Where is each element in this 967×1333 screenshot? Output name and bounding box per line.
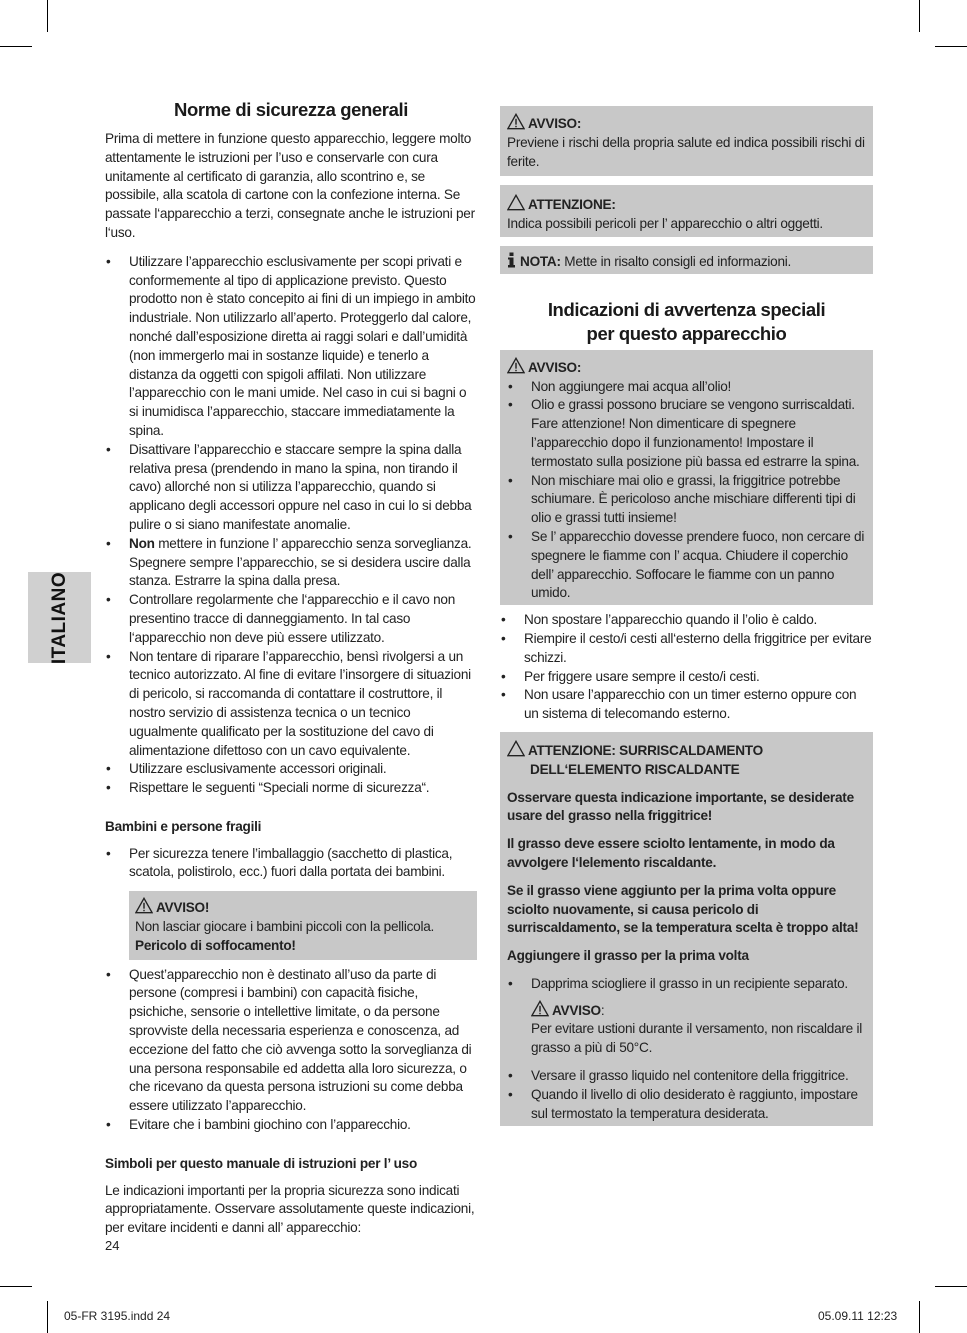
list-item: • Disattivare l’apparecchio e staccare sempre la spina dalla relativa presa (prendendo in mano la spina, non tirando il cavo) allorché non si utilizza l’apparecchio, quando si applicano degli accessori oppure nel caso in cui lo si debba pulire o si siano manifestate anomalie. xyxy=(105,441,477,535)
list-item: • Non tentare di riparare l’apparecchio, bensì rivolgersi a un tecnico autorizzato. Al fine di evitare l’insorgere di situazioni di pericolo, si raccomanda di contattare il costruttore, il nostro servizio di assistenza tecnica o un tecnico ugualmente qualificato per la sostituzione del cavo di alimentazione difettoso con un cavo equivalente. xyxy=(105,648,477,761)
avviso-title: AVVISO: xyxy=(528,116,582,131)
special-title-1: Indicazioni di avvertenza speciali xyxy=(547,298,826,320)
warning-icon xyxy=(135,897,153,914)
avviso-text: Previene i rischi della propria salute ed indica possibili rischi di ferite. xyxy=(507,134,865,169)
nota-title: NOTA: xyxy=(520,253,561,269)
list-item: • Per friggere usare sempre il cesto/i cesti. xyxy=(500,668,873,687)
heat-warning-box xyxy=(500,732,873,1127)
avviso-box xyxy=(500,106,873,176)
intro-text: Prima di mettere in funzione questo apparecchio, leggere molto attentamente le istruzioni per l’uso e conservarle con cura unitamente al certificato di garanzia, allo scontrino e, se possibile, alla scatola di cartone con la confezione interna. Se passate l‘apparecchio a terzi, consegnate anche le istruzioni per l‘uso. xyxy=(105,131,475,240)
list-item: • Quando il livello di olio desiderato è raggiunto, impostare sul termostato la temperatura desiderata. xyxy=(507,1086,866,1124)
info-icon xyxy=(507,252,516,268)
children-heading: Bambini e persone fragili xyxy=(105,818,262,834)
language-label: ITALIANO xyxy=(48,571,70,664)
warning-title: AVVISO! xyxy=(156,900,210,916)
children-warning-box xyxy=(129,891,477,959)
warning-icon xyxy=(531,1000,549,1017)
special-warning-list xyxy=(507,378,866,604)
inner-warning-colon: : xyxy=(600,1002,605,1018)
warning-bold: Pericolo di soffocamento! xyxy=(135,937,296,953)
list-item: • Se l’ apparecchio dovesse prendere fuoco, non cercare di spegnere le fiamme con l’ acqua. Chiudere il coperchio dell’ apparecchio. Soffocare le fiamme con un panno umido. xyxy=(507,528,866,603)
special-warning-box xyxy=(500,350,873,605)
attenzione-box xyxy=(500,185,873,237)
list-item: • Dapprima sciogliere il grasso in un recipiente separato. xyxy=(507,975,866,994)
caution-icon xyxy=(507,740,525,757)
list-item: • Rispettare le seguenti “Speciali norme di sicurezza“. xyxy=(105,779,477,798)
heat-title-2: DELL‘ELEMENTO RISCALDANTE xyxy=(530,761,740,777)
non-bold: Non xyxy=(129,535,155,551)
list-item: • Non mischiare mai olio e grassi, la friggitrice potrebbe schiumare. È pericoloso anche mischiare differenti tipi di olio e grassi tutti insieme! xyxy=(507,472,866,528)
list-item: • Olio e grassi possono bruciare se vengono surriscaldati. Fare attenzione! Non dimenticare di spegnere l’apparecchio dopo il funzionamento! Impostare il termostato sulla posizione più bassa ed estrarre la spina. xyxy=(507,396,866,471)
nota-box xyxy=(500,246,873,274)
safety-list xyxy=(105,253,477,798)
symbols-text: Le indicazioni importanti per la propria sicurezza sono indicati appropriatamente. Osservare assolutamente queste indicazioni, per evitare incidenti e danni all’ apparecchio: xyxy=(105,1182,475,1236)
warning-icon xyxy=(507,113,525,130)
inner-warning-title: AVVISO xyxy=(552,1002,601,1018)
list-item: • Riempire il cesto/i cesti all‘esterno della friggitrice per evitare schizzi. xyxy=(500,630,873,668)
attenzione-text: Indica possibili pericoli per l’ apparecchio o altri oggetti. xyxy=(507,216,823,232)
list-item: • Utilizzare l’apparecchio esclusivamente per scopi privati e conformemente al tipo di applicazione previsto. Questo prodotto non è stato concepito ai fini di un impiego in ambito industriale. Non utilizzarlo all’aperto. Proteggerlo dal calore, nonché dall’esposizione diretta ai raggi solari e dall’umidità (non immergerlo mai in sostanze liquide) e tenerlo a distanza da oggetti con spigoli affilati. Non utilizzare l’apparecchio con le mani umide. Nel caso in cui si bagni o si inumidisca l’apparecchio, staccare immediatamente la spina. xyxy=(105,253,477,441)
children-list xyxy=(105,845,477,883)
list-item: • Quest’apparecchio non è destinato all’uso da parte di persone (compresi i bambini) con capacità fisiche, psichiche, sensorie o intellettive limitate, o da persone sprovviste della necessaria esperienza e conoscenza, ad eccezione del fatto che ciò avvenga sotto la sorveglianza di una persona responsabile ed addetta alla loro sicurezza, o che ricevano da questa persona istruzioni su come debba essere utilizzato l’apparecchio. xyxy=(105,966,477,1116)
heat-inner-warning xyxy=(531,1000,866,1058)
list-item: • Per sicurezza tenere l’imballaggio (sacchetto di plastica, scatola, polistirolo, ecc.) fuori dalla portata dei bambini. xyxy=(105,845,477,883)
heat-list-2 xyxy=(507,1067,866,1123)
inner-warning-text: Per evitare ustioni durante il versamento, non riscaldare il grasso a più di 50°C. xyxy=(531,1021,863,1056)
list-item: • Utilizzare esclusivamente accessori originali. xyxy=(105,760,477,779)
list-item: • Evitare che i bambini giochino con l’apparecchio. xyxy=(105,1116,477,1135)
list-item: • Non aggiungere mai acqua all’olio! xyxy=(507,378,866,397)
left-column xyxy=(105,98,477,1238)
footer-file: 05-FR 3195.indd 24 xyxy=(64,1309,171,1323)
language-tab xyxy=(28,572,91,663)
heat-p4: Aggiungere il grasso per la prima volta xyxy=(507,948,749,964)
list-item: • Versare il grasso liquido nel contenitore della friggitrice. xyxy=(507,1067,866,1086)
plain-list xyxy=(500,611,873,724)
nota-text: Mette in risalto consigli ed informazioni. xyxy=(560,253,792,269)
list-item: • Controllare regolarmente che l‘apparecchio e il cavo non presentino tracce di danneggiamento. In tal caso l‘apparecchio non deve più essere utilizzato. xyxy=(105,591,477,647)
heat-list-1 xyxy=(507,975,866,994)
heat-p1: Osservare questa indicazione importante, se desiderate usare del grasso nella friggitrice! xyxy=(507,789,854,824)
warning-icon xyxy=(507,357,525,374)
special-title-2: per questo apparecchio xyxy=(586,322,787,344)
symbols-heading: Simboli per questo manuale di istruzioni per l’ uso xyxy=(105,1155,418,1171)
non-rest: mettere in funzione l’ apparecchio senza sorveglianza. Spegnere sempre l’apparecchio, se si desidera uscire dalla stanza. Estrarre la spina dalla presa. xyxy=(129,535,472,589)
page-number: 24 xyxy=(105,1238,120,1253)
list-item: • Non spostare l’apparecchio quando il l’olio è caldo. xyxy=(500,611,873,630)
children-list-2 xyxy=(105,966,477,1135)
list-item xyxy=(105,535,477,591)
heat-p2: Il grasso deve essere sciolto lentamente, in modo da avvolgere l‘lelemento riscaldante. xyxy=(507,836,835,870)
right-column xyxy=(500,106,873,1126)
heat-p3: Se il grasso viene aggiunto per la prima volta oppure sciolto nuovamente, si causa pericolo di surriscaldamento, se la temperatura scelta è troppo alta! xyxy=(507,882,859,936)
attenzione-title: ATTENZIONE: xyxy=(528,197,616,213)
caution-icon xyxy=(507,194,525,211)
special-warning-title: AVVISO: xyxy=(528,359,582,375)
warning-text: Non lasciar giocare i bambini piccoli con la pellicola. xyxy=(135,919,435,935)
section-title: Norme di sicurezza generali xyxy=(174,99,408,120)
footer-date: 05.09.11 12:23 xyxy=(818,1309,898,1323)
list-item: • Non usare l’apparecchio con un timer esterno oppure con un sistema di telecomando esterno. xyxy=(500,686,873,724)
heat-title-1: ATTENZIONE: SURRISCALDAMENTO xyxy=(528,742,763,758)
